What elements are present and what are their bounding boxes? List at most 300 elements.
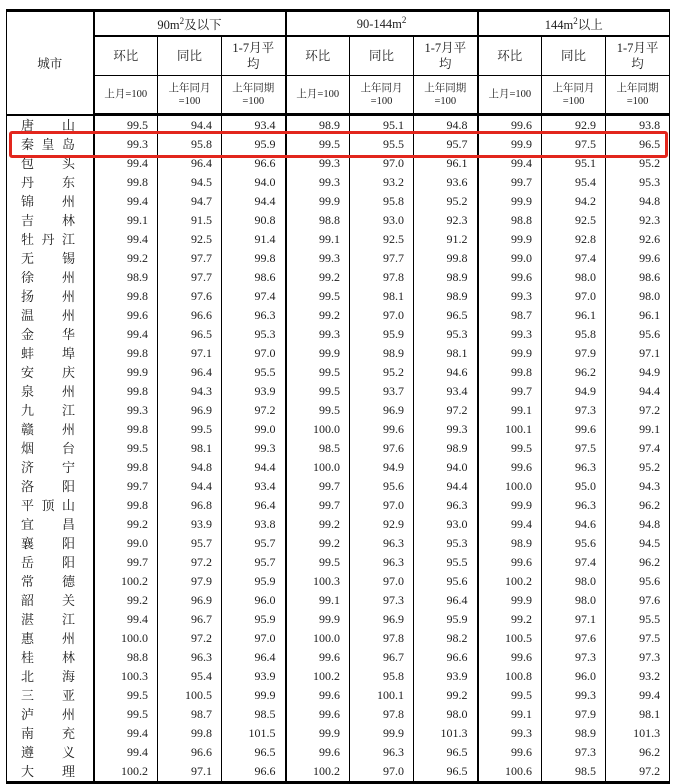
value-cell: 94.2 [542, 192, 606, 211]
value-cell: 99.8 [94, 458, 158, 477]
value-cell: 100.2 [94, 572, 158, 591]
value-cell: 98.6 [606, 268, 670, 287]
value-cell: 99.2 [286, 306, 350, 325]
value-cell: 92.6 [606, 230, 670, 249]
value-cell: 100.2 [286, 667, 350, 686]
value-cell: 98.7 [158, 705, 222, 724]
city-name: 宜昌 [7, 515, 94, 534]
value-cell: 97.9 [542, 344, 606, 363]
value-cell: 95.7 [222, 534, 286, 553]
value-cell: 95.1 [350, 115, 414, 136]
group-header-90-144: $90-144m^2$ [286, 11, 478, 37]
table-row [7, 154, 670, 173]
value-cell: 94.8 [158, 458, 222, 477]
value-cell: 95.2 [414, 192, 478, 211]
city-name: 九江 [7, 401, 94, 420]
city-name: 金华 [7, 325, 94, 344]
value-cell: 96.3 [350, 553, 414, 572]
value-cell: 94.4 [222, 458, 286, 477]
value-cell: 97.6 [158, 287, 222, 306]
value-cell: 99.7 [478, 382, 542, 401]
value-cell: 97.6 [542, 629, 606, 648]
value-cell: 98.7 [478, 306, 542, 325]
value-cell: 94.7 [158, 192, 222, 211]
value-cell: 99.4 [94, 154, 158, 173]
value-cell: 99.2 [94, 591, 158, 610]
value-cell: 94.3 [158, 382, 222, 401]
value-cell: 99.3 [286, 249, 350, 268]
value-cell: 97.6 [350, 439, 414, 458]
value-cell: 100.0 [478, 477, 542, 496]
value-cell: 97.0 [350, 572, 414, 591]
value-cell: 95.5 [606, 610, 670, 629]
value-cell: 99.4 [94, 325, 158, 344]
value-cell: 99.9 [478, 135, 542, 154]
value-cell: 98.0 [606, 287, 670, 306]
table-row [7, 249, 670, 268]
base-prev-month: 上月=100 [478, 76, 542, 115]
value-cell: 96.6 [158, 306, 222, 325]
city-name: 岳阳 [7, 553, 94, 572]
value-cell: 97.6 [606, 591, 670, 610]
value-cell: 99.4 [478, 515, 542, 534]
value-cell: 99.8 [94, 287, 158, 306]
base-same-period-last-year: 上年同期 =100 [606, 76, 670, 115]
city-name: 扬州 [7, 287, 94, 306]
table-row [7, 115, 670, 136]
table-row [7, 268, 670, 287]
value-cell: 96.0 [542, 667, 606, 686]
value-cell: 98.8 [94, 648, 158, 667]
value-cell: 99.5 [478, 686, 542, 705]
value-cell: 99.9 [286, 192, 350, 211]
value-cell: 97.5 [542, 439, 606, 458]
city-name: 赣州 [7, 420, 94, 439]
city-name: 大理 [7, 762, 94, 783]
value-cell: 99.8 [478, 363, 542, 382]
table-row [7, 705, 670, 724]
metric-yoy: 同比 [158, 36, 222, 76]
value-cell: 94.4 [414, 477, 478, 496]
metric-yoy: 同比 [350, 36, 414, 76]
value-cell: 98.1 [350, 287, 414, 306]
city-name: 无锡 [7, 249, 94, 268]
value-cell: 91.2 [414, 230, 478, 249]
value-cell: 99.8 [222, 249, 286, 268]
value-cell: 96.3 [222, 306, 286, 325]
value-cell: 95.7 [222, 553, 286, 572]
value-cell: 100.5 [158, 686, 222, 705]
value-cell: 99.2 [94, 515, 158, 534]
value-cell: 100.2 [478, 572, 542, 591]
value-cell: 94.8 [414, 115, 478, 136]
value-cell: 99.9 [350, 724, 414, 743]
value-cell: 99.3 [478, 287, 542, 306]
value-cell: 97.2 [606, 762, 670, 783]
city-name: 蚌埠 [7, 344, 94, 363]
value-cell: 97.2 [222, 401, 286, 420]
value-cell: 97.5 [542, 135, 606, 154]
value-cell: 98.9 [286, 115, 350, 136]
table-row [7, 762, 670, 783]
value-cell: 99.5 [286, 401, 350, 420]
value-cell: 98.1 [158, 439, 222, 458]
table-row [7, 572, 670, 591]
value-cell: 99.6 [606, 249, 670, 268]
value-cell: 99.6 [478, 553, 542, 572]
value-cell: 97.2 [606, 401, 670, 420]
value-cell: 92.5 [350, 230, 414, 249]
value-cell: 99.9 [478, 496, 542, 515]
value-cell: 92.5 [158, 230, 222, 249]
value-cell: 99.8 [94, 382, 158, 401]
value-cell: 99.6 [286, 686, 350, 705]
city-name: 济宁 [7, 458, 94, 477]
value-cell: 94.0 [414, 458, 478, 477]
value-cell: 99.5 [94, 439, 158, 458]
table-row [7, 325, 670, 344]
city-name: 唐山 [7, 115, 94, 136]
value-cell: 99.3 [222, 439, 286, 458]
group-header-144-above: $144m^2$以上 [478, 11, 670, 37]
value-cell: 97.5 [606, 629, 670, 648]
value-cell: 96.9 [350, 401, 414, 420]
value-cell: 94.4 [606, 382, 670, 401]
value-cell: 99.8 [94, 344, 158, 363]
city-name: 泸州 [7, 705, 94, 724]
value-cell: 99.5 [286, 363, 350, 382]
value-cell: 93.4 [222, 477, 286, 496]
value-cell: 96.7 [158, 610, 222, 629]
city-name: 桂林 [7, 648, 94, 667]
value-cell: 99.6 [286, 648, 350, 667]
table-row [7, 496, 670, 515]
value-cell: 97.0 [222, 344, 286, 363]
value-cell: 95.2 [606, 154, 670, 173]
value-cell: 95.2 [350, 363, 414, 382]
city-name: 湛江 [7, 610, 94, 629]
value-cell: 98.5 [222, 705, 286, 724]
value-cell: 99.3 [478, 325, 542, 344]
table-row [7, 420, 670, 439]
value-cell: 99.5 [94, 686, 158, 705]
table-row [7, 477, 670, 496]
value-cell: 95.5 [414, 553, 478, 572]
value-cell: 96.6 [158, 743, 222, 762]
value-cell: 97.4 [222, 287, 286, 306]
group-header-row [7, 11, 670, 37]
value-cell: 100.0 [286, 629, 350, 648]
city-name: 三亚 [7, 686, 94, 705]
value-cell: 96.9 [158, 591, 222, 610]
value-cell: 97.3 [606, 648, 670, 667]
value-cell: 93.9 [222, 382, 286, 401]
value-cell: 97.9 [158, 572, 222, 591]
value-cell: 99.0 [94, 534, 158, 553]
value-cell: 96.3 [350, 743, 414, 762]
value-cell: 94.5 [606, 534, 670, 553]
value-cell: 95.3 [222, 325, 286, 344]
value-cell: 99.7 [286, 477, 350, 496]
value-cell: 97.8 [350, 268, 414, 287]
value-cell: 97.0 [350, 154, 414, 173]
value-cell: 99.3 [94, 135, 158, 154]
table-row [7, 306, 670, 325]
base-prev-month: 上月=100 [94, 76, 158, 115]
value-cell: 96.4 [158, 363, 222, 382]
value-cell: 97.4 [542, 249, 606, 268]
value-cell: 100.8 [478, 667, 542, 686]
value-cell: 97.1 [542, 610, 606, 629]
city-name: 秦皇岛 [7, 135, 94, 154]
value-cell: 97.8 [350, 705, 414, 724]
value-cell: 93.7 [350, 382, 414, 401]
value-cell: 99.7 [478, 173, 542, 192]
value-cell: 92.9 [350, 515, 414, 534]
value-cell: 95.7 [414, 135, 478, 154]
value-cell: 96.6 [222, 762, 286, 783]
table-row [7, 192, 670, 211]
base-same-period-last-year: 上年同期 =100 [414, 76, 478, 115]
value-cell: 96.3 [158, 648, 222, 667]
value-cell: 93.9 [158, 515, 222, 534]
value-cell: 98.6 [222, 268, 286, 287]
value-cell: 98.9 [414, 439, 478, 458]
value-cell: 95.6 [606, 572, 670, 591]
value-cell: 96.4 [158, 154, 222, 173]
table-row [7, 135, 670, 154]
value-cell: 98.9 [94, 268, 158, 287]
value-cell: 99.6 [478, 648, 542, 667]
table-row [7, 458, 670, 477]
value-cell: 96.3 [542, 458, 606, 477]
value-cell: 97.3 [542, 401, 606, 420]
value-cell: 94.6 [542, 515, 606, 534]
value-cell: 99.4 [94, 192, 158, 211]
value-cell: 96.9 [350, 610, 414, 629]
city-name: 牡丹江 [7, 230, 94, 249]
value-cell: 99.8 [158, 724, 222, 743]
value-cell: 95.6 [414, 572, 478, 591]
value-cell: 97.4 [606, 439, 670, 458]
value-cell: 99.3 [542, 686, 606, 705]
value-cell: 96.3 [350, 534, 414, 553]
value-cell: 99.6 [478, 115, 542, 136]
value-cell: 95.8 [350, 192, 414, 211]
value-cell: 98.0 [414, 705, 478, 724]
value-cell: 99.3 [286, 154, 350, 173]
value-cell: 99.9 [478, 344, 542, 363]
value-cell: 99.9 [286, 610, 350, 629]
city-name: 锦州 [7, 192, 94, 211]
value-cell: 99.8 [94, 496, 158, 515]
value-cell: 96.3 [542, 496, 606, 515]
value-cell: 96.1 [414, 154, 478, 173]
value-cell: 100.0 [286, 458, 350, 477]
table-row [7, 401, 670, 420]
value-cell: 101.3 [414, 724, 478, 743]
value-cell: 98.5 [286, 439, 350, 458]
value-cell: 93.9 [222, 667, 286, 686]
value-cell: 99.1 [286, 591, 350, 610]
price-index-table [6, 9, 670, 784]
value-cell: 99.5 [286, 382, 350, 401]
city-name: 烟台 [7, 439, 94, 458]
value-cell: 95.6 [606, 325, 670, 344]
value-cell: 95.3 [606, 173, 670, 192]
value-cell: 99.6 [286, 705, 350, 724]
table-row [7, 439, 670, 458]
value-cell: 94.3 [606, 477, 670, 496]
value-cell: 99.7 [286, 496, 350, 515]
table-row [7, 211, 670, 230]
value-cell: 99.6 [478, 268, 542, 287]
value-cell: 95.9 [222, 610, 286, 629]
value-cell: 100.2 [286, 762, 350, 783]
value-cell: 99.0 [222, 420, 286, 439]
value-cell: 94.4 [158, 115, 222, 136]
value-cell: 99.6 [478, 458, 542, 477]
value-cell: 93.2 [606, 667, 670, 686]
value-cell: 91.4 [222, 230, 286, 249]
value-cell: 97.3 [542, 743, 606, 762]
base-prev-month: 上月=100 [286, 76, 350, 115]
value-cell: 94.9 [606, 363, 670, 382]
value-cell: 97.1 [158, 344, 222, 363]
table-row [7, 287, 670, 306]
value-cell: 99.5 [94, 705, 158, 724]
value-cell: 93.6 [414, 173, 478, 192]
value-cell: 98.0 [542, 268, 606, 287]
value-cell: 97.0 [350, 496, 414, 515]
value-cell: 100.3 [94, 667, 158, 686]
value-cell: 99.7 [94, 553, 158, 572]
value-cell: 98.1 [414, 344, 478, 363]
value-cell: 98.9 [350, 344, 414, 363]
metric-avg: 1-7月平均 [414, 36, 478, 76]
value-cell: 91.5 [158, 211, 222, 230]
value-cell: 100.1 [478, 420, 542, 439]
city-name: 泉州 [7, 382, 94, 401]
value-cell: 95.9 [414, 610, 478, 629]
value-cell: 100.3 [286, 572, 350, 591]
value-cell: 94.8 [606, 515, 670, 534]
value-cell: 99.5 [286, 553, 350, 572]
value-cell: 95.4 [542, 173, 606, 192]
value-cell: 99.5 [286, 135, 350, 154]
value-cell: 93.0 [350, 211, 414, 230]
value-cell: 96.8 [158, 496, 222, 515]
value-cell: 93.8 [606, 115, 670, 136]
value-cell: 93.4 [222, 115, 286, 136]
city-name: 南充 [7, 724, 94, 743]
value-cell: 99.9 [286, 344, 350, 363]
value-cell: 96.7 [350, 648, 414, 667]
city-name: 惠州 [7, 629, 94, 648]
value-cell: 96.3 [414, 496, 478, 515]
value-cell: 100.1 [350, 686, 414, 705]
city-name: 徐州 [7, 268, 94, 287]
value-cell: 99.1 [94, 211, 158, 230]
base-header-row [7, 76, 670, 115]
value-cell: 96.6 [222, 154, 286, 173]
metric-mom: 环比 [478, 36, 542, 76]
value-cell: 97.2 [158, 553, 222, 572]
value-cell: 97.1 [606, 344, 670, 363]
city-name: 安庆 [7, 363, 94, 382]
value-cell: 99.9 [222, 686, 286, 705]
value-cell: 92.8 [542, 230, 606, 249]
value-cell: 98.2 [414, 629, 478, 648]
value-cell: 99.2 [478, 610, 542, 629]
value-cell: 96.1 [606, 306, 670, 325]
value-cell: 96.5 [414, 743, 478, 762]
city-name: 遵义 [7, 743, 94, 762]
value-cell: 99.6 [350, 420, 414, 439]
value-cell: 99.9 [478, 192, 542, 211]
value-cell: 93.4 [414, 382, 478, 401]
value-cell: 98.8 [478, 211, 542, 230]
value-cell: 95.8 [158, 135, 222, 154]
value-cell: 94.5 [158, 173, 222, 192]
value-cell: 99.4 [94, 724, 158, 743]
value-cell: 99.3 [286, 173, 350, 192]
value-cell: 98.0 [542, 572, 606, 591]
value-cell: 100.2 [94, 762, 158, 783]
value-cell: 95.4 [158, 667, 222, 686]
value-cell: 95.9 [222, 572, 286, 591]
value-cell: 99.2 [286, 534, 350, 553]
table-row [7, 610, 670, 629]
value-cell: 95.6 [542, 534, 606, 553]
table-row [7, 648, 670, 667]
city-name: 温州 [7, 306, 94, 325]
metric-mom: 环比 [94, 36, 158, 76]
table-row [7, 515, 670, 534]
city-name: 襄阳 [7, 534, 94, 553]
value-cell: 96.6 [414, 648, 478, 667]
base-same-period-last-year: 上年同期 =100 [222, 76, 286, 115]
value-cell: 95.2 [606, 458, 670, 477]
value-cell: 99.1 [606, 420, 670, 439]
value-cell: 92.3 [606, 211, 670, 230]
value-cell: 96.5 [414, 306, 478, 325]
table-row [7, 686, 670, 705]
table-row [7, 534, 670, 553]
value-cell: 100.5 [478, 629, 542, 648]
city-name: 丹东 [7, 173, 94, 192]
table-row [7, 629, 670, 648]
value-cell: 101.5 [222, 724, 286, 743]
value-cell: 95.3 [414, 325, 478, 344]
value-cell: 95.7 [158, 534, 222, 553]
value-cell: 99.8 [414, 249, 478, 268]
value-cell: 99.2 [286, 515, 350, 534]
value-cell: 97.3 [350, 591, 414, 610]
value-cell: 95.9 [350, 325, 414, 344]
value-cell: 96.5 [222, 743, 286, 762]
value-cell: 99.4 [94, 610, 158, 629]
value-cell: 96.2 [606, 743, 670, 762]
value-cell: 95.3 [414, 534, 478, 553]
value-cell: 99.9 [478, 230, 542, 249]
value-cell: 100.0 [286, 420, 350, 439]
value-cell: 93.8 [222, 515, 286, 534]
city-name: 包头 [7, 154, 94, 173]
value-cell: 97.0 [542, 287, 606, 306]
value-cell: 99.5 [286, 287, 350, 306]
value-cell: 97.9 [542, 705, 606, 724]
